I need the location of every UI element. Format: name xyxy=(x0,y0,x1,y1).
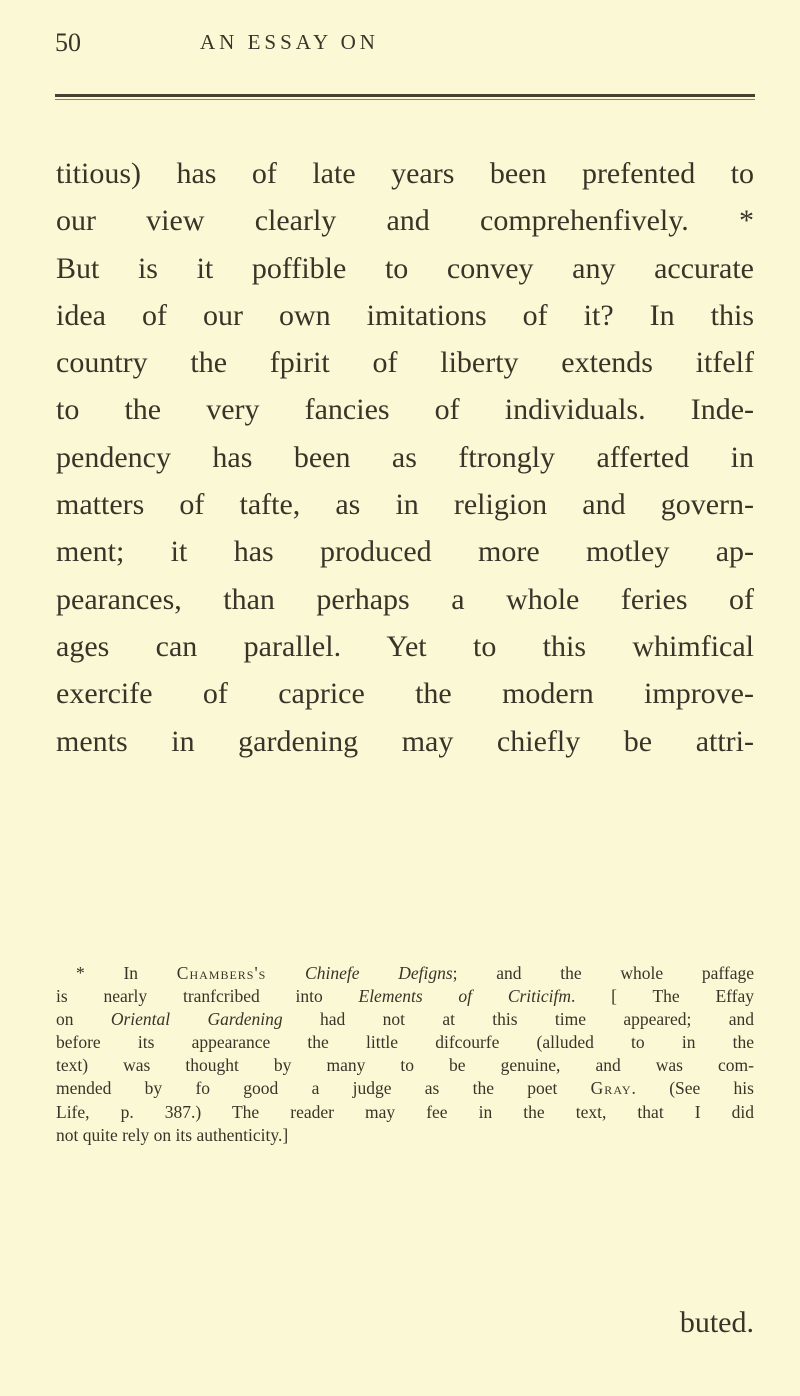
page-number: 50 xyxy=(55,28,81,57)
page-header xyxy=(55,28,755,68)
footnote-line xyxy=(56,1077,754,1100)
body-line: idea of our own imitations of it? In this xyxy=(56,298,754,332)
fn-text: ; and the whole paffage xyxy=(452,963,755,983)
body-line: pearances, than perhaps a whole feries of xyxy=(56,582,754,616)
footnote-line: Life, p. 387.) The reader may fee in the text, that I did xyxy=(56,1101,754,1122)
footnote-line xyxy=(56,1008,754,1031)
body-line: matters of tafte, as in religion and govern- xyxy=(56,488,754,522)
footnote-line: before its appearance the little difcourfe (alluded to in the xyxy=(56,1032,754,1053)
fn-title: Oriental Gardening xyxy=(110,1009,283,1030)
fn-text: had not at this time appeared; and xyxy=(282,1009,754,1030)
body-line: our view clearly and comprehenfively. * xyxy=(56,204,754,238)
footnote-line xyxy=(56,962,754,985)
fn-text: . [ The Effay xyxy=(571,986,754,1007)
body-line: pendency has been as ftrongly afferted in xyxy=(56,440,754,474)
footnote-line xyxy=(56,985,754,1008)
body-text xyxy=(56,150,754,765)
header-rule-thin xyxy=(55,99,755,100)
body-line: But is it poffible to convey any accurate xyxy=(56,251,754,285)
body-line: exercife of caprice the modern improve- xyxy=(56,677,754,711)
fn-text: is nearly tranfcribed into xyxy=(56,986,359,1007)
body-line: country the fpirit of liberty extends itfelf xyxy=(56,346,754,380)
body-line: to the very fancies of individuals. Inde- xyxy=(56,393,754,427)
header-rule xyxy=(55,94,755,97)
footnote-line: text) was thought by many to be genuine, and was com- xyxy=(56,1055,754,1076)
fn-text xyxy=(266,963,305,983)
fn-text: * In xyxy=(76,963,177,983)
running-title: AN ESSAY ON xyxy=(200,30,379,54)
body-line: ages can parallel. Yet to this whimfical xyxy=(56,629,754,663)
fn-author: Chambers's xyxy=(176,963,267,983)
fn-text: mended by fo good a judge as the poet xyxy=(56,1078,591,1099)
footnote-line: not quite rely on its authenticity.] xyxy=(56,1124,289,1145)
body-line: ment; it has produced more motley ap- xyxy=(56,535,754,569)
fn-text: on xyxy=(56,1009,111,1030)
body-line: ments in gardening may chiefly be attri- xyxy=(56,724,754,758)
fn-text: . (See his xyxy=(631,1078,754,1099)
fn-title: Chinefe Defigns xyxy=(305,963,453,983)
footnote xyxy=(56,962,754,1147)
catchword: buted. xyxy=(679,1306,754,1339)
fn-title: Elements of Criticifm xyxy=(358,986,572,1007)
fn-author: Gray xyxy=(590,1078,632,1099)
body-line: titious) has of late years been prefented to xyxy=(56,157,754,190)
